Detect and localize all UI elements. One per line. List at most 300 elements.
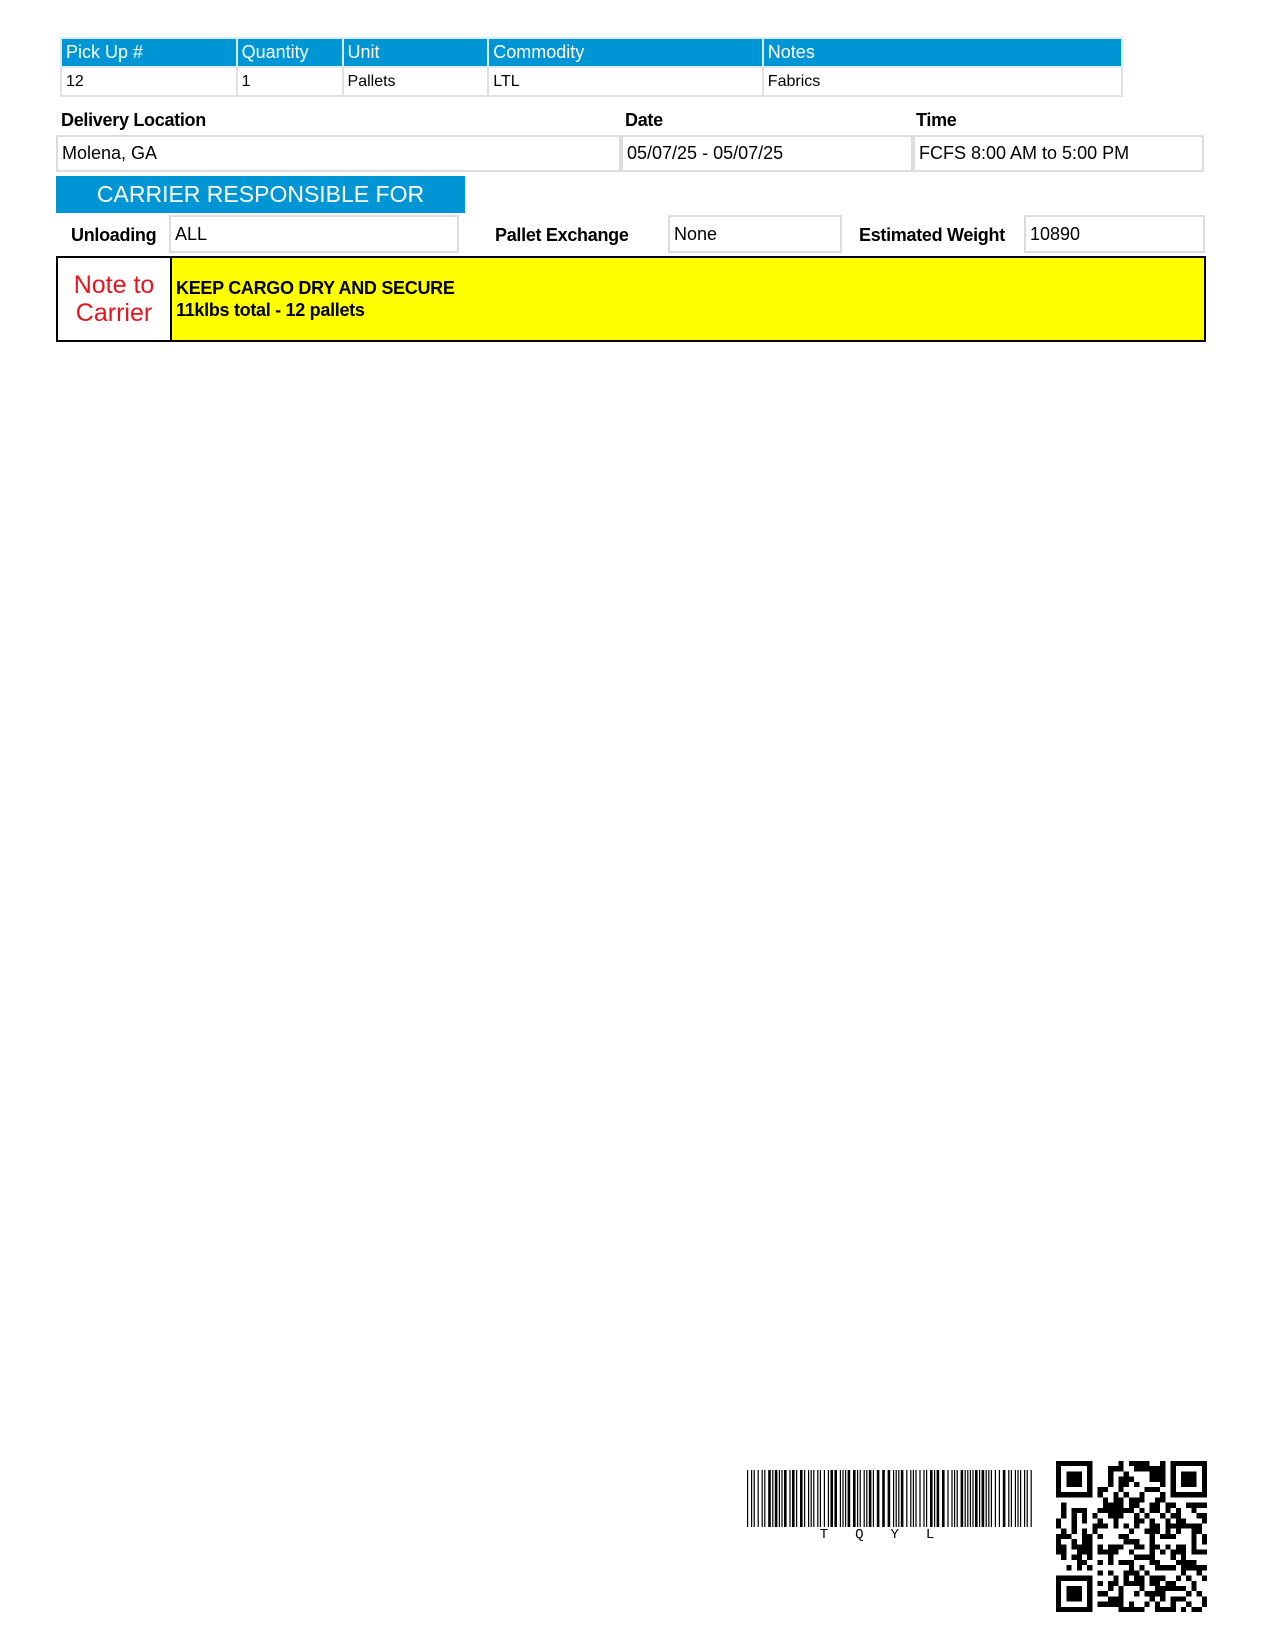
qr-module xyxy=(1124,1570,1129,1575)
qr-module xyxy=(1129,1565,1134,1570)
barcode-bar xyxy=(967,1470,968,1527)
qr-module xyxy=(1160,1461,1165,1466)
qr-module xyxy=(1191,1581,1196,1586)
qr-module xyxy=(1113,1508,1118,1513)
qr-module xyxy=(1118,1466,1123,1471)
qr-module xyxy=(1191,1586,1196,1591)
barcode xyxy=(747,1470,1034,1527)
qr-module xyxy=(1124,1482,1129,1487)
barcode-bar xyxy=(830,1470,833,1527)
qr-module xyxy=(1139,1607,1144,1612)
qr-module xyxy=(1160,1565,1165,1570)
qr-module xyxy=(1155,1477,1160,1482)
qr-module xyxy=(1181,1570,1186,1575)
qr-module xyxy=(1082,1513,1087,1518)
qr-module xyxy=(1103,1523,1108,1528)
qr-module xyxy=(1108,1550,1113,1555)
qr-module xyxy=(1197,1591,1202,1596)
qr-module xyxy=(1171,1565,1176,1570)
qr-module xyxy=(1108,1477,1113,1482)
qr-module xyxy=(1191,1539,1196,1544)
barcode-bar xyxy=(919,1470,920,1527)
qr-module xyxy=(1061,1513,1066,1518)
qr-module xyxy=(1118,1560,1123,1565)
barcode-bar xyxy=(857,1470,858,1527)
estimated-weight-label: Estimated Weight xyxy=(859,225,1005,245)
qr-module xyxy=(1181,1565,1186,1570)
qr-module xyxy=(1155,1466,1160,1471)
barcode-bar xyxy=(873,1470,874,1527)
qr-module xyxy=(1165,1534,1170,1539)
qr-module xyxy=(1098,1508,1103,1513)
qr-module xyxy=(1061,1555,1066,1560)
qr-module xyxy=(1160,1586,1165,1591)
qr-module xyxy=(1181,1586,1186,1591)
time-field: FCFS 8:00 AM to 5:00 PM xyxy=(913,135,1204,172)
barcode-bar xyxy=(784,1470,787,1527)
qr-module xyxy=(1171,1607,1176,1612)
qr-module xyxy=(1098,1602,1103,1607)
barcode-bar xyxy=(913,1470,914,1527)
qr-module xyxy=(1129,1560,1134,1565)
barcode-bar xyxy=(860,1470,861,1527)
qr-module xyxy=(1139,1565,1144,1570)
qr-module xyxy=(1155,1586,1160,1591)
qr-module xyxy=(1150,1466,1155,1471)
qr-module xyxy=(1129,1570,1134,1575)
qr-module xyxy=(1072,1544,1077,1549)
qr-module xyxy=(1108,1471,1113,1476)
qr-module xyxy=(1113,1544,1118,1549)
note-line2: 11klbs total - 12 pallets xyxy=(176,300,365,320)
barcode-bar xyxy=(901,1470,904,1527)
qr-module xyxy=(1124,1539,1129,1544)
qr-module xyxy=(1181,1607,1186,1612)
barcode-bar xyxy=(811,1470,812,1527)
qr-module xyxy=(1155,1591,1160,1596)
qr-module xyxy=(1155,1471,1160,1476)
qr-module xyxy=(1139,1581,1144,1586)
qr-module xyxy=(1108,1586,1113,1591)
barcode-bar xyxy=(986,1470,987,1527)
qr-module xyxy=(1124,1534,1129,1539)
barcode-bar xyxy=(957,1470,958,1527)
qr-module xyxy=(1118,1607,1123,1612)
barcode-bar xyxy=(834,1470,837,1527)
qr-module xyxy=(1160,1466,1165,1471)
table-row xyxy=(61,67,1122,96)
qr-module xyxy=(1150,1581,1155,1586)
qr-module xyxy=(1160,1576,1165,1581)
qr-module xyxy=(1124,1607,1129,1612)
barcode-bar xyxy=(824,1470,825,1527)
qr-module xyxy=(1098,1492,1103,1497)
qr-module xyxy=(1150,1529,1155,1534)
qr-module xyxy=(1176,1544,1181,1549)
qr-module xyxy=(1160,1513,1165,1518)
qr-module xyxy=(1134,1518,1139,1523)
qr-module xyxy=(1197,1565,1202,1570)
qr-module xyxy=(1118,1508,1123,1513)
pallet-exchange-field: None xyxy=(668,215,842,253)
qr-module xyxy=(1181,1555,1186,1560)
qr-module xyxy=(1134,1461,1139,1466)
qr-module xyxy=(1150,1523,1155,1528)
qr-module xyxy=(1155,1581,1160,1586)
qr-module xyxy=(1118,1602,1123,1607)
qr-module xyxy=(1118,1586,1123,1591)
qr-module xyxy=(1171,1555,1176,1560)
qr-module xyxy=(1113,1576,1118,1581)
qr-module xyxy=(1176,1586,1181,1591)
pickup-header-row xyxy=(61,38,1122,67)
qr-module xyxy=(1197,1503,1202,1508)
cell-quantity: 1 xyxy=(237,67,343,96)
qr-module xyxy=(1098,1550,1103,1555)
pickup-table xyxy=(60,37,1123,97)
cell-notes: Fabrics xyxy=(763,67,1122,96)
qr-module xyxy=(1155,1607,1160,1612)
qr-module xyxy=(1087,1550,1092,1555)
barcode-bar xyxy=(764,1470,765,1527)
qr-module xyxy=(1160,1596,1165,1601)
qr-module xyxy=(1160,1471,1165,1476)
qr-module xyxy=(1134,1607,1139,1612)
unloading-label: Unloading xyxy=(71,225,157,245)
qr-module xyxy=(1150,1544,1155,1549)
qr-module xyxy=(1171,1503,1176,1508)
qr-module xyxy=(1113,1497,1118,1502)
qr-module xyxy=(1129,1550,1134,1555)
qr-module xyxy=(1098,1560,1103,1565)
header-commodity: Commodity xyxy=(488,38,763,67)
qr-module xyxy=(1072,1523,1077,1528)
qr-module xyxy=(1082,1560,1087,1565)
qr-module xyxy=(1150,1539,1155,1544)
qr-module xyxy=(1124,1523,1129,1528)
barcode-bar xyxy=(975,1470,978,1527)
qr-module xyxy=(1191,1523,1196,1528)
qr-module xyxy=(1129,1529,1134,1534)
qr-module xyxy=(1072,1518,1077,1523)
qr-module xyxy=(1103,1503,1108,1508)
qr-module xyxy=(1139,1461,1144,1466)
qr-module xyxy=(1171,1581,1176,1586)
qr-module xyxy=(1150,1487,1155,1492)
barcode-bar xyxy=(842,1470,843,1527)
qr-module xyxy=(1087,1539,1092,1544)
barcode-bar xyxy=(888,1470,891,1527)
barcode-bar xyxy=(817,1470,818,1527)
barcode-bar xyxy=(988,1470,989,1527)
qr-module xyxy=(1103,1508,1108,1513)
barcode-bar xyxy=(910,1470,911,1527)
qr-module xyxy=(1134,1555,1139,1560)
qr-module xyxy=(1139,1518,1144,1523)
barcode-bar xyxy=(877,1470,880,1527)
qr-module xyxy=(1082,1550,1087,1555)
qr-module xyxy=(1191,1607,1196,1612)
barcode-bar xyxy=(954,1470,955,1527)
qr-module xyxy=(1113,1503,1118,1508)
note-label-line1: Note to xyxy=(73,271,155,299)
qr-module xyxy=(1134,1523,1139,1528)
qr-module xyxy=(1186,1560,1191,1565)
qr-module xyxy=(1176,1560,1181,1565)
qr-module xyxy=(1145,1570,1150,1575)
qr-module xyxy=(1155,1487,1160,1492)
qr-module xyxy=(1202,1576,1207,1581)
qr-module xyxy=(1098,1523,1103,1528)
qr-module xyxy=(1155,1503,1160,1508)
qr-module xyxy=(1077,1565,1082,1570)
qr-module xyxy=(1165,1503,1170,1508)
qr-module xyxy=(1077,1555,1082,1560)
header-notes: Notes xyxy=(763,38,1122,67)
qr-module xyxy=(1155,1508,1160,1513)
qr-module xyxy=(1176,1513,1181,1518)
barcode-bar xyxy=(772,1470,773,1527)
qr-module xyxy=(1129,1607,1134,1612)
barcode-bar xyxy=(995,1470,996,1527)
delivery-location-label: Delivery Location xyxy=(61,110,206,130)
qr-module xyxy=(1134,1591,1139,1596)
cell-commodity: LTL xyxy=(488,67,763,96)
barcode-bar xyxy=(942,1470,945,1527)
qr-module xyxy=(1150,1518,1155,1523)
qr-module xyxy=(1087,1555,1092,1560)
qr-module xyxy=(1108,1513,1113,1518)
qr-module xyxy=(1155,1523,1160,1528)
qr-module xyxy=(1191,1534,1196,1539)
qr-module xyxy=(1197,1513,1202,1518)
qr-module xyxy=(1113,1492,1118,1497)
qr-module xyxy=(1072,1529,1077,1534)
qr-module xyxy=(1202,1513,1207,1518)
qr-module xyxy=(1113,1602,1118,1607)
qr-module xyxy=(1160,1534,1165,1539)
qr-module xyxy=(1061,1508,1066,1513)
qr-module xyxy=(1145,1487,1150,1492)
qr-module xyxy=(1145,1529,1150,1534)
qr-module xyxy=(1181,1550,1186,1555)
qr-module xyxy=(1186,1503,1191,1508)
barcode-bar xyxy=(768,1470,771,1527)
qr-module xyxy=(1145,1513,1150,1518)
qr-module xyxy=(1113,1466,1118,1471)
qr-module xyxy=(1098,1534,1103,1539)
qr-module xyxy=(1160,1607,1165,1612)
qr-module xyxy=(1139,1466,1144,1471)
qr-module xyxy=(1181,1596,1186,1601)
qr-module xyxy=(1197,1529,1202,1534)
qr-module xyxy=(1108,1508,1113,1513)
qr-module xyxy=(1103,1550,1108,1555)
qr-module xyxy=(1186,1591,1191,1596)
barcode-bar xyxy=(820,1470,821,1527)
barcode-bar xyxy=(999,1470,1000,1527)
qr-module xyxy=(1082,1529,1087,1534)
qr-module xyxy=(1181,1523,1186,1528)
qr-module xyxy=(1082,1544,1087,1549)
qr-module xyxy=(1150,1550,1155,1555)
barcode-bar xyxy=(926,1470,927,1527)
barcode-bar xyxy=(1027,1470,1028,1527)
barcode-bar xyxy=(747,1470,748,1527)
qr-module xyxy=(1129,1508,1134,1513)
barcode-bar xyxy=(1024,1470,1025,1527)
barcode-bar xyxy=(915,1470,916,1527)
qr-module xyxy=(1176,1529,1181,1534)
qr-module xyxy=(1191,1550,1196,1555)
barcode-bar xyxy=(1003,1470,1006,1527)
barcode-bar xyxy=(991,1470,992,1527)
barcode-bar xyxy=(751,1470,752,1527)
qr-module xyxy=(1202,1596,1207,1601)
qr-module xyxy=(1186,1576,1191,1581)
qr-module xyxy=(1145,1461,1150,1466)
qr-module xyxy=(1160,1482,1165,1487)
qr-module xyxy=(1145,1591,1150,1596)
qr-module xyxy=(1066,1565,1071,1570)
qr-module xyxy=(1108,1596,1113,1601)
barcode-bar xyxy=(951,1470,952,1527)
qr-module xyxy=(1129,1503,1134,1508)
barcode-bar xyxy=(1008,1470,1009,1527)
qr-module xyxy=(1181,1544,1186,1549)
qr-module xyxy=(1176,1518,1181,1523)
qr-module xyxy=(1134,1539,1139,1544)
qr-module xyxy=(1118,1534,1123,1539)
qr-module xyxy=(1077,1560,1082,1565)
qr-module xyxy=(1202,1550,1207,1555)
qr-module xyxy=(1171,1550,1176,1555)
qr-module xyxy=(1056,1550,1061,1555)
qr-module xyxy=(1150,1503,1155,1508)
qr-module xyxy=(1124,1581,1129,1586)
qr-module xyxy=(1202,1503,1207,1508)
qr-module xyxy=(1082,1534,1087,1539)
barcode-bar xyxy=(864,1470,865,1527)
delivery-location-field: Molena, GA xyxy=(56,135,621,172)
qr-module xyxy=(1108,1544,1113,1549)
qr-module xyxy=(1098,1570,1103,1575)
qr-module xyxy=(1165,1581,1170,1586)
barcode-bar xyxy=(800,1470,803,1527)
qr-module xyxy=(1134,1544,1139,1549)
qr-module xyxy=(1077,1550,1082,1555)
qr-module xyxy=(1139,1492,1144,1497)
barcode-bar xyxy=(796,1470,797,1527)
qr-module xyxy=(1092,1513,1097,1518)
qr-module xyxy=(1108,1503,1113,1508)
qr-module xyxy=(1098,1487,1103,1492)
barcode-bar xyxy=(947,1470,948,1527)
qr-module xyxy=(1155,1497,1160,1502)
barcode-bar xyxy=(779,1470,780,1527)
cell-unit: Pallets xyxy=(343,67,489,96)
barcode-bar xyxy=(775,1470,778,1527)
barcode-bar xyxy=(758,1470,759,1527)
qr-module xyxy=(1129,1497,1134,1502)
qr-module xyxy=(1118,1513,1123,1518)
qr-module xyxy=(1066,1471,1082,1487)
qr-module xyxy=(1139,1544,1144,1549)
qr-module xyxy=(1171,1523,1176,1528)
qr-module xyxy=(1181,1560,1186,1565)
qr-module xyxy=(1160,1550,1165,1555)
qr-module xyxy=(1155,1576,1160,1581)
qr-module xyxy=(1098,1544,1103,1549)
qr-module xyxy=(1113,1518,1118,1523)
qr-module xyxy=(1087,1534,1092,1539)
qr-module xyxy=(1061,1544,1066,1549)
qr-module xyxy=(1124,1471,1129,1476)
qr-module xyxy=(1066,1534,1071,1539)
barcode-bar xyxy=(961,1470,964,1527)
barcode-bar xyxy=(781,1470,782,1527)
qr-module xyxy=(1134,1576,1139,1581)
qr-module xyxy=(1186,1523,1191,1528)
qr-module xyxy=(1072,1539,1077,1544)
qr-module xyxy=(1186,1602,1191,1607)
qr-module xyxy=(1118,1503,1123,1508)
barcode-bar xyxy=(869,1470,872,1527)
qr-module xyxy=(1176,1508,1181,1513)
qr-module xyxy=(1118,1544,1123,1549)
header-quantity: Quantity xyxy=(237,38,343,67)
barcode-bar xyxy=(982,1470,985,1527)
qr-module xyxy=(1098,1591,1103,1596)
barcode-bar xyxy=(813,1470,814,1527)
qr-module xyxy=(1061,1529,1066,1534)
header-pickup-number: Pick Up # xyxy=(61,38,237,67)
barcode-bar xyxy=(1011,1470,1012,1527)
qr-module xyxy=(1155,1544,1160,1549)
qr-module xyxy=(1165,1508,1170,1513)
qr-module xyxy=(1202,1602,1207,1607)
qr-module xyxy=(1171,1602,1176,1607)
qr-module xyxy=(1139,1555,1144,1560)
qr-module xyxy=(1191,1565,1196,1570)
qr-module xyxy=(1186,1565,1191,1570)
qr-module xyxy=(1129,1539,1134,1544)
cell-pickup-number: 12 xyxy=(61,67,237,96)
qr-module xyxy=(1098,1581,1103,1586)
barcode-bar xyxy=(1015,1470,1016,1527)
qr-module xyxy=(1191,1544,1196,1549)
qr-module xyxy=(1103,1487,1108,1492)
qr-module xyxy=(1165,1523,1170,1528)
date-field: 05/07/25 - 05/07/25 xyxy=(621,135,913,172)
qr-module xyxy=(1165,1544,1170,1549)
barcode-bar xyxy=(1017,1470,1018,1527)
qr-module xyxy=(1113,1596,1118,1601)
qr-module xyxy=(1061,1534,1066,1539)
qr-module xyxy=(1082,1518,1087,1523)
barcode-bar xyxy=(792,1470,795,1527)
qr-module xyxy=(1129,1461,1134,1466)
barcode-text: TQYL xyxy=(819,1527,962,1543)
qr-module xyxy=(1150,1576,1155,1581)
qr-module xyxy=(1103,1591,1108,1596)
qr-module xyxy=(1197,1550,1202,1555)
qr-module xyxy=(1108,1555,1113,1560)
qr-module xyxy=(1056,1539,1061,1544)
estimated-weight-field: 10890 xyxy=(1024,215,1205,253)
qr-module xyxy=(1056,1523,1061,1528)
qr-module xyxy=(1082,1539,1087,1544)
